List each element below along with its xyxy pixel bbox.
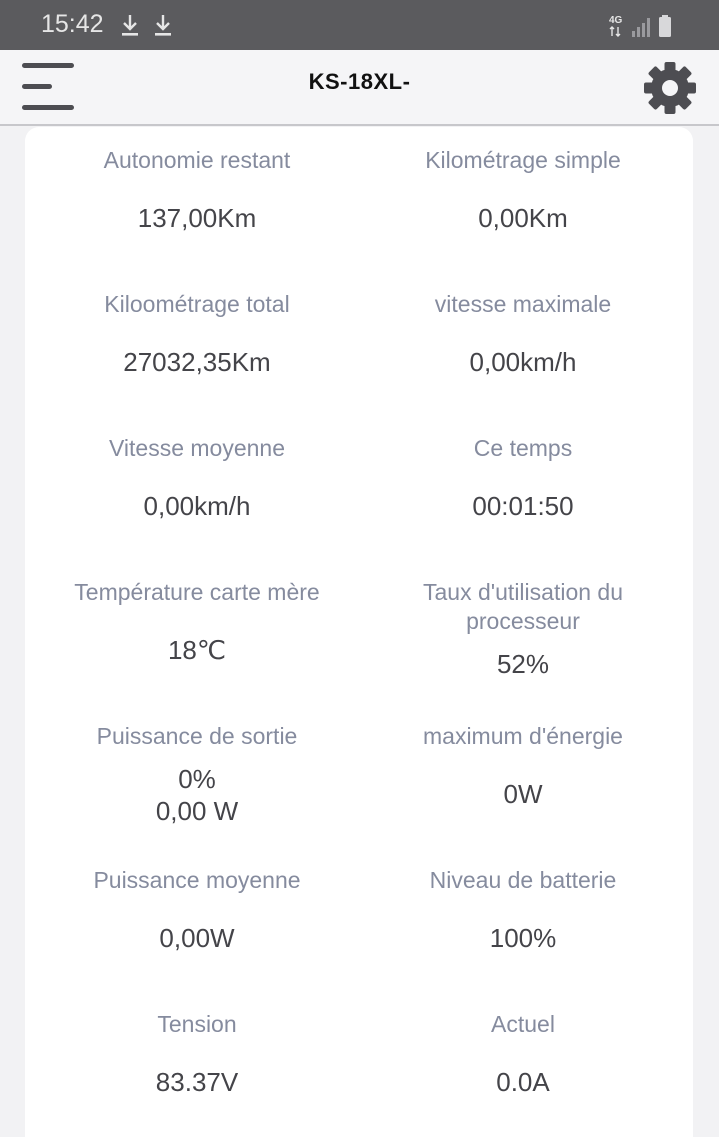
- stat-board-temperature: [30, 578, 364, 666]
- stat-value: 0.0A: [496, 1067, 550, 1097]
- stat-value: 0,00W: [159, 923, 235, 953]
- stat-average-speed: [30, 434, 364, 522]
- device-title: KS-18XL-: [308, 69, 411, 94]
- stat-value: 00:01:50: [472, 491, 574, 521]
- stat-label: vitesse maximale: [434, 291, 612, 317]
- stat-value: 100%: [489, 923, 557, 953]
- stat-label: maximum d'énergie: [423, 723, 623, 749]
- stat-average-power: [30, 866, 364, 954]
- stat-output-power: [30, 722, 364, 827]
- download-icon: [120, 13, 140, 37]
- network-type-label: 4G: [609, 15, 623, 26]
- stat-label: Ce temps: [473, 435, 573, 461]
- signal-icon: [632, 18, 650, 37]
- stat-value: 0,00 W: [155, 796, 239, 826]
- stat-value: 27032,35Km: [123, 347, 271, 377]
- stat-value: 0,00km/h: [469, 347, 577, 377]
- stat-label: Puissance de sortie: [96, 723, 298, 749]
- status-bar: [0, 0, 719, 50]
- stat-label: Vitesse moyenne: [108, 435, 285, 461]
- stat-remaining-range: [30, 146, 364, 234]
- stat-label: Autonomie restant: [103, 147, 291, 173]
- stat-value: 18℃: [167, 635, 227, 665]
- stat-max-power: [356, 722, 690, 810]
- stat-trip-distance: [356, 146, 690, 234]
- battery-icon: [659, 15, 671, 37]
- stat-label: Tension: [157, 1011, 237, 1037]
- system-status-icons: [609, 12, 679, 38]
- download-icon: [153, 13, 173, 37]
- stat-value: 0,00Km: [478, 203, 568, 233]
- stat-label: Niveau de batterie: [429, 867, 617, 893]
- stat-value: 0W: [503, 779, 543, 809]
- stat-label: Kilométrage simple: [425, 147, 621, 173]
- stat-label: Température carte mère: [74, 579, 320, 605]
- stat-label: Puissance moyenne: [93, 867, 301, 893]
- stat-value: 52%: [496, 649, 550, 679]
- stat-value: 83.37V: [155, 1067, 239, 1097]
- stat-label: Actuel: [491, 1011, 555, 1037]
- stat-voltage: [30, 1010, 364, 1098]
- gear-icon[interactable]: [643, 61, 697, 115]
- stat-total-distance: [30, 290, 364, 378]
- stat-value: 137,00Km: [137, 203, 257, 233]
- stat-ride-time: [356, 434, 690, 522]
- stat-cpu-usage: [356, 578, 690, 680]
- stat-label: processeur: [466, 608, 580, 634]
- stat-max-speed: [356, 290, 690, 378]
- stat-battery-level: [356, 866, 690, 954]
- status-time: 15:42: [41, 10, 104, 38]
- stat-label: Kiloométrage total: [104, 291, 290, 317]
- stat-value: 0%: [178, 764, 216, 794]
- stat-value: 0,00km/h: [143, 491, 251, 521]
- stat-label: Taux d'utilisation du: [422, 579, 623, 605]
- app-bar: [0, 50, 719, 126]
- data-arrows-icon: [610, 27, 620, 36]
- stats-card: [25, 127, 693, 1137]
- stat-current: [356, 1010, 690, 1098]
